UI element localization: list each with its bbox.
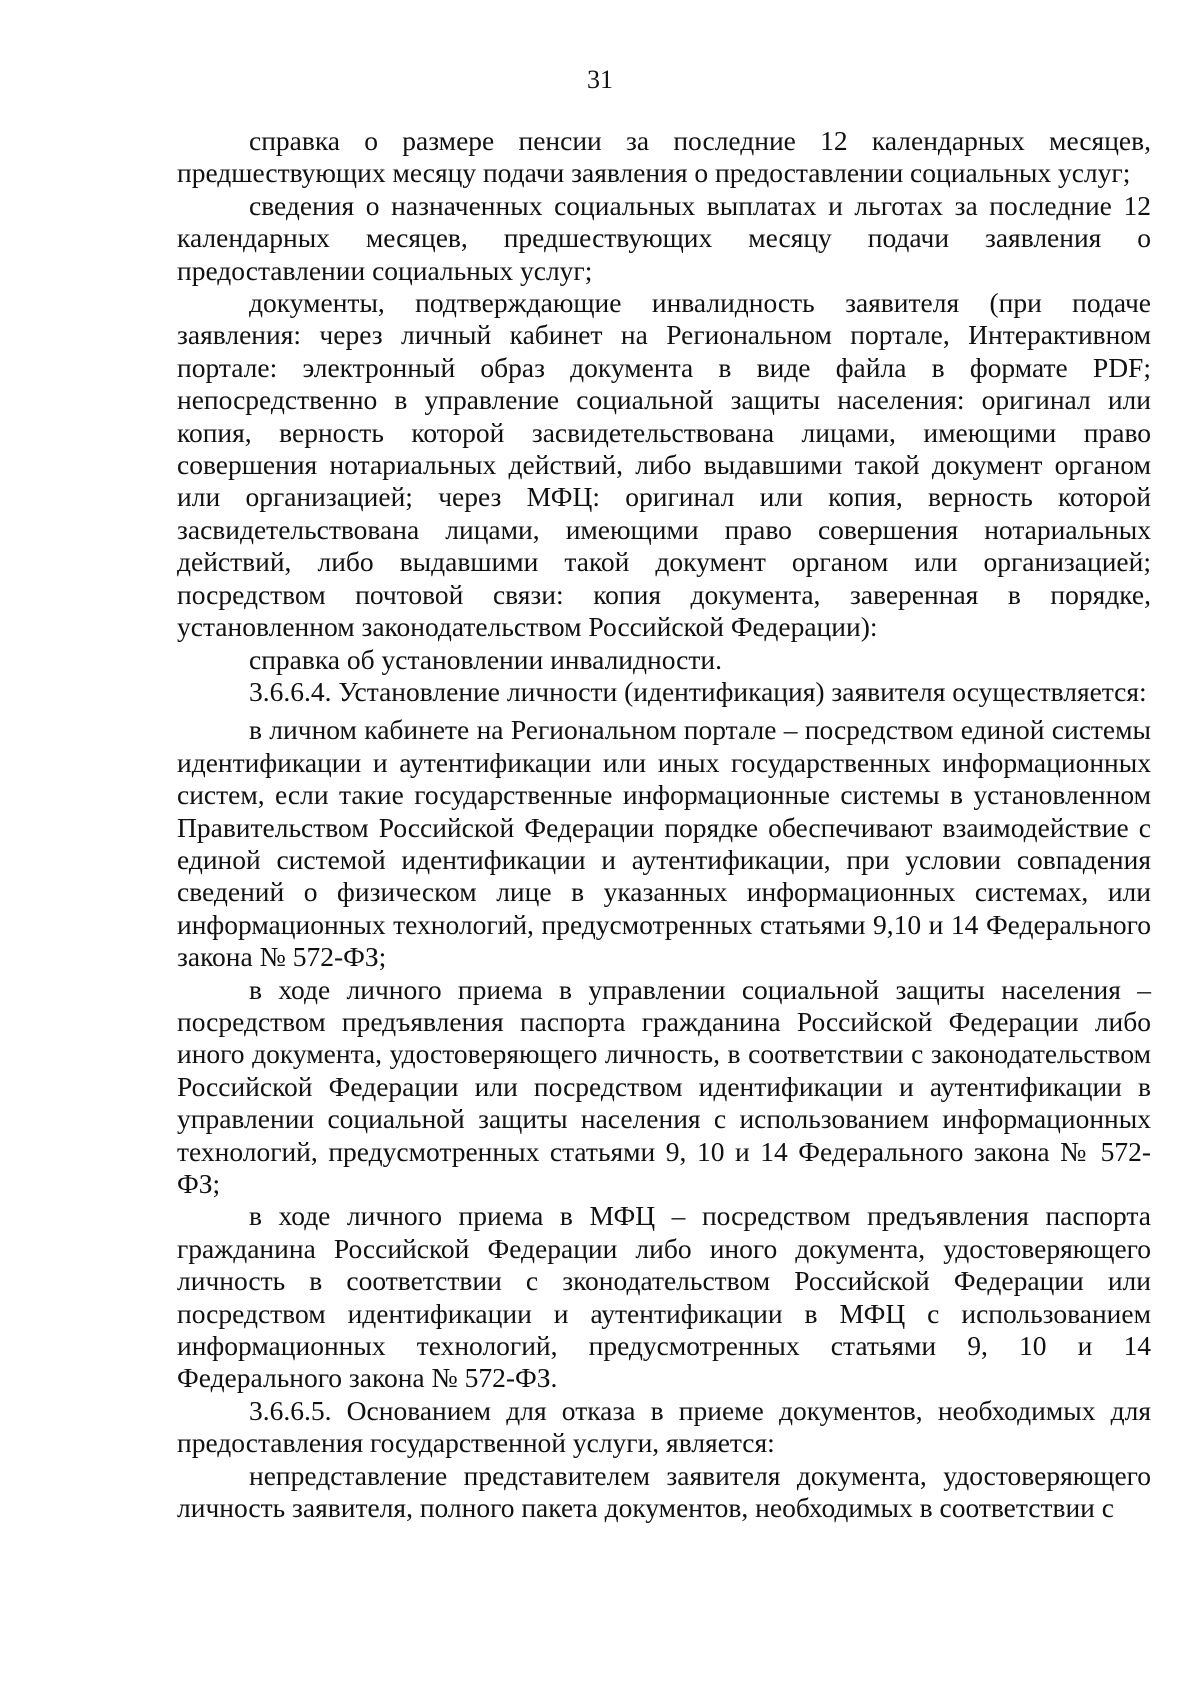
paragraph-pension-certificate: справка о размере пенсии за последние 12 календарных месяцев, предшествующих месяцу подачи заявления о предоставлении социальных услуг; (177, 125, 1151, 189)
paragraph-mfc-reception: в ходе личного приема в МФЦ – посредством предъявления паспорта гражданина Российской Федерации либо иного документа, удостоверяющего личность в соответствии с зконодательством Российской Федерации или посредством идентификации и аутентификации в МФЦ с использованием информационных технологий, предусмотренных статьями 9, 10 и 14 Федерального закона № 572-ФЗ. (177, 1200, 1151, 1394)
document-body (177, 125, 1151, 1524)
paragraph-social-protection-reception: в ходе личного приема в управлении социальной защиты населения – посредством предъявления паспорта гражданина Российской Федерации либо иного документа, удостоверяющего личность, в соответствии с законодательством Российской Федерации или посредством идентификации и аутентификации в управлении социальной защиты населения с использованием информационных технологий, предусмотренных статьями 9, 10 и 14 Федерального закона № 572-ФЗ; (177, 973, 1151, 1199)
page-number: 31 (587, 65, 613, 94)
paragraph-non-submission: непредставление представителем заявителя документа, удостоверяющего личность заявителя, полного пакета документов, необходимых в соответствии с (177, 1459, 1151, 1524)
paragraph-3-6-6-4: 3.6.6.4. Установление личности (идентификация) заявителя осуществляется: (249, 675, 1147, 707)
paragraph-disability-documents: документы, подтверждающие инвалидность заявителя (при подаче заявления: через личный кабинет на Региональном портале, Интерактивном портале: электронный образ документа в виде файла в формате PDF; непосредственно в управление социальной защиты населения: оригинал или копия, верность которой засвидетельствована лицами, имеющими право совершения нотариальных действий, либо выдавшими такой документ органом или организацией; через МФЦ: оригинал или копия, верность которой засвидетельствована лицами, имеющими право совершения нотариальных действий, либо выдавшими такой документ органом или организацией; посредством почтовой связи: копия документа, заверенная в порядке, установленном законодательством Российской Федерации): (177, 287, 1151, 643)
paragraph-social-payments: сведения о назначенных социальных выплатах и льготах за последние 12 календарных месяцев, предшествующих месяцу подачи заявления о предоставлении социальных услуг; (177, 189, 1151, 286)
paragraph-disability-certificate: справка об установлении инвалидности. (249, 643, 722, 675)
paragraph-personal-account: в личном кабинете на Региональном портале – посредством единой системы идентификации и аутентификации или иных государственных информационных систем, если такие государственные информационные системы в установленном Правительством Российской Федерации порядке обеспечивают взаимодействие с единой системой идентификации и аутентификации, при условии совпадения сведений о физическом лице в указанных информационных системах, или информационных технологий, предусмотренных статьями 9,10 и 14 Федерального закона № 572-ФЗ; (177, 714, 1151, 973)
paragraph-3-6-6-5: 3.6.6.5. Основанием для отказа в приеме документов, необходимых для предоставления государственной услуги, является: (177, 1394, 1151, 1459)
